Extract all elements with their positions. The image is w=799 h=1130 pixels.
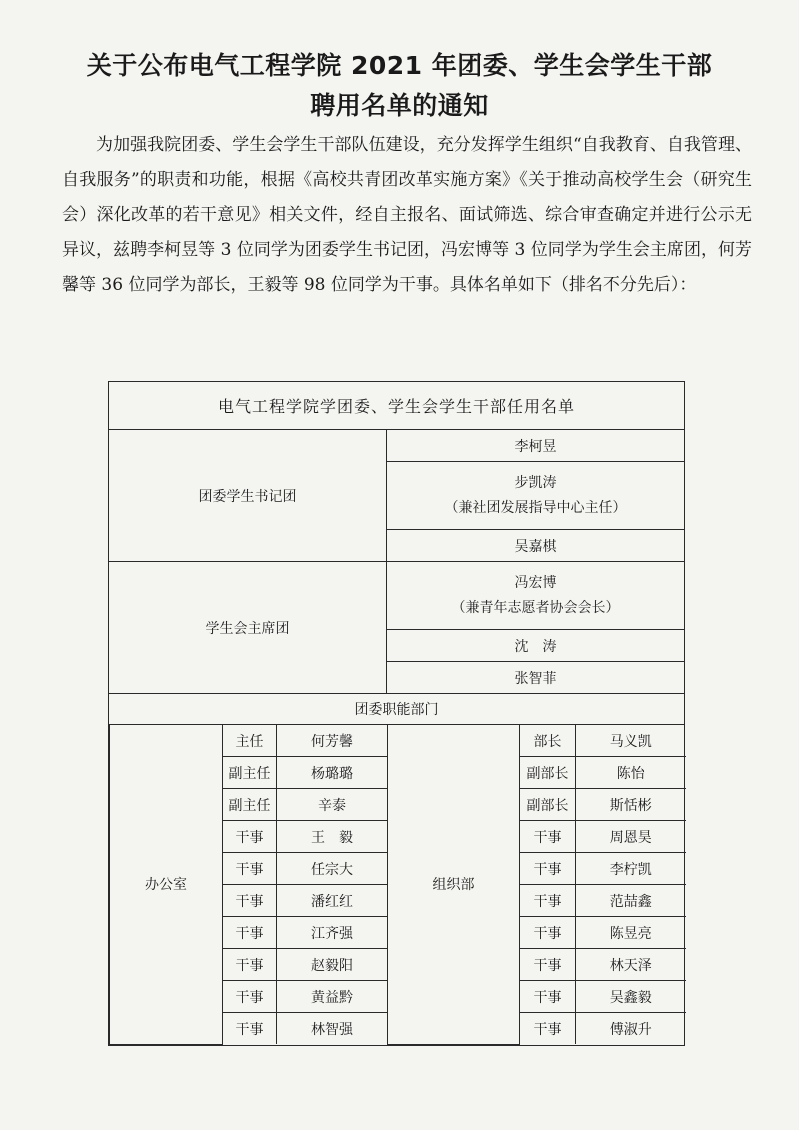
roster-table [108,381,685,1046]
office-role: 副主任 [223,757,277,789]
organization-member: 吴鑫毅 [576,981,686,1013]
office-member: 任宗大 [277,853,388,885]
intro-paragraph [62,128,752,303]
office-member: 杨璐璐 [277,757,388,789]
presidium-member-1 [387,562,685,630]
title-line-2: 聘用名单的通知 [310,91,489,120]
member-name: 冯宏博 [514,574,557,591]
member-note: （兼青年志愿者协会会长） [451,599,620,616]
presidium-label: 学生会主席团 [109,562,387,694]
organization-member: 李柠凯 [576,853,686,885]
organization-role: 副部长 [520,789,576,821]
organization-role: 干事 [520,853,576,885]
organization-member: 斯恬彬 [576,789,686,821]
organization-label: 组织部 [388,725,520,1044]
organization-member: 马义凯 [576,725,686,757]
office-role: 干事 [223,885,277,917]
organization-role: 干事 [520,885,576,917]
intro-text: 为加强我院团委、学生会学生干部队伍建设，充分发挥学生组织“自我教育、自我管理、自我服务”的职责和功能，根据《高校共青团改革实施方案》《关于推动高校学生会（研究生会）深化改革的若干意见》相关文件，经自主报名、面试筛选、综合审查确定并进行公示无异议，兹聘李柯昱等 3 位同学为团委学生书记团，冯宏博等 3 位同学为学生会主席团，何芳馨等 36 位同学为部长，王毅等 98 位同学为干事。具体名单如下（排名不分先后）： [62,135,752,295]
office-member: 林智强 [277,1013,388,1045]
office-role: 干事 [223,821,277,853]
organization-role: 部长 [520,725,576,757]
page-title [0,46,799,126]
organization-role: 干事 [520,981,576,1013]
member-name: 步凯涛 [514,474,557,491]
office-member: 江齐强 [277,917,388,949]
organization-member: 傅淑升 [576,1013,686,1045]
office-role: 干事 [223,981,277,1013]
office-member: 王 毅 [277,821,388,853]
office-role: 干事 [223,853,277,885]
office-role: 主任 [223,725,277,757]
organization-role: 干事 [520,1013,576,1045]
organization-role: 副部长 [520,757,576,789]
office-role: 干事 [223,917,277,949]
organization-role: 干事 [520,917,576,949]
title-line-1: 关于公布电气工程学院 2021 年团委、学生会学生干部 [86,51,713,80]
departments-heading: 团委职能部门 [109,694,685,725]
secretariat-member-2 [387,462,685,530]
office-member: 潘红红 [277,885,388,917]
organization-member: 林天泽 [576,949,686,981]
office-member: 黄益黔 [277,981,388,1013]
organization-member: 陈怡 [576,757,686,789]
secretariat-member-1: 李柯昱 [387,430,685,462]
organization-member: 范喆鑫 [576,885,686,917]
departments-subtable [109,725,686,1045]
organization-member: 陈昱亮 [576,917,686,949]
secretariat-label: 团委学生书记团 [109,430,387,562]
office-role: 干事 [223,949,277,981]
office-member: 赵毅阳 [277,949,388,981]
presidium-member-3: 张智菲 [387,662,685,694]
office-role: 干事 [223,1013,277,1045]
organization-member: 周恩昊 [576,821,686,853]
office-member: 何芳馨 [277,725,388,757]
member-note: （兼社团发展指导中心主任） [444,499,627,516]
presidium-member-2: 沈 涛 [387,630,685,662]
office-role: 副主任 [223,789,277,821]
organization-role: 干事 [520,949,576,981]
organization-role: 干事 [520,821,576,853]
table-heading: 电气工程学院学团委、学生会学生干部任用名单 [109,382,685,430]
office-member: 辛泰 [277,789,388,821]
departments-block [109,725,685,1046]
office-label: 办公室 [110,725,223,1044]
department-row [110,725,686,757]
secretariat-member-3: 吴嘉棋 [387,530,685,562]
